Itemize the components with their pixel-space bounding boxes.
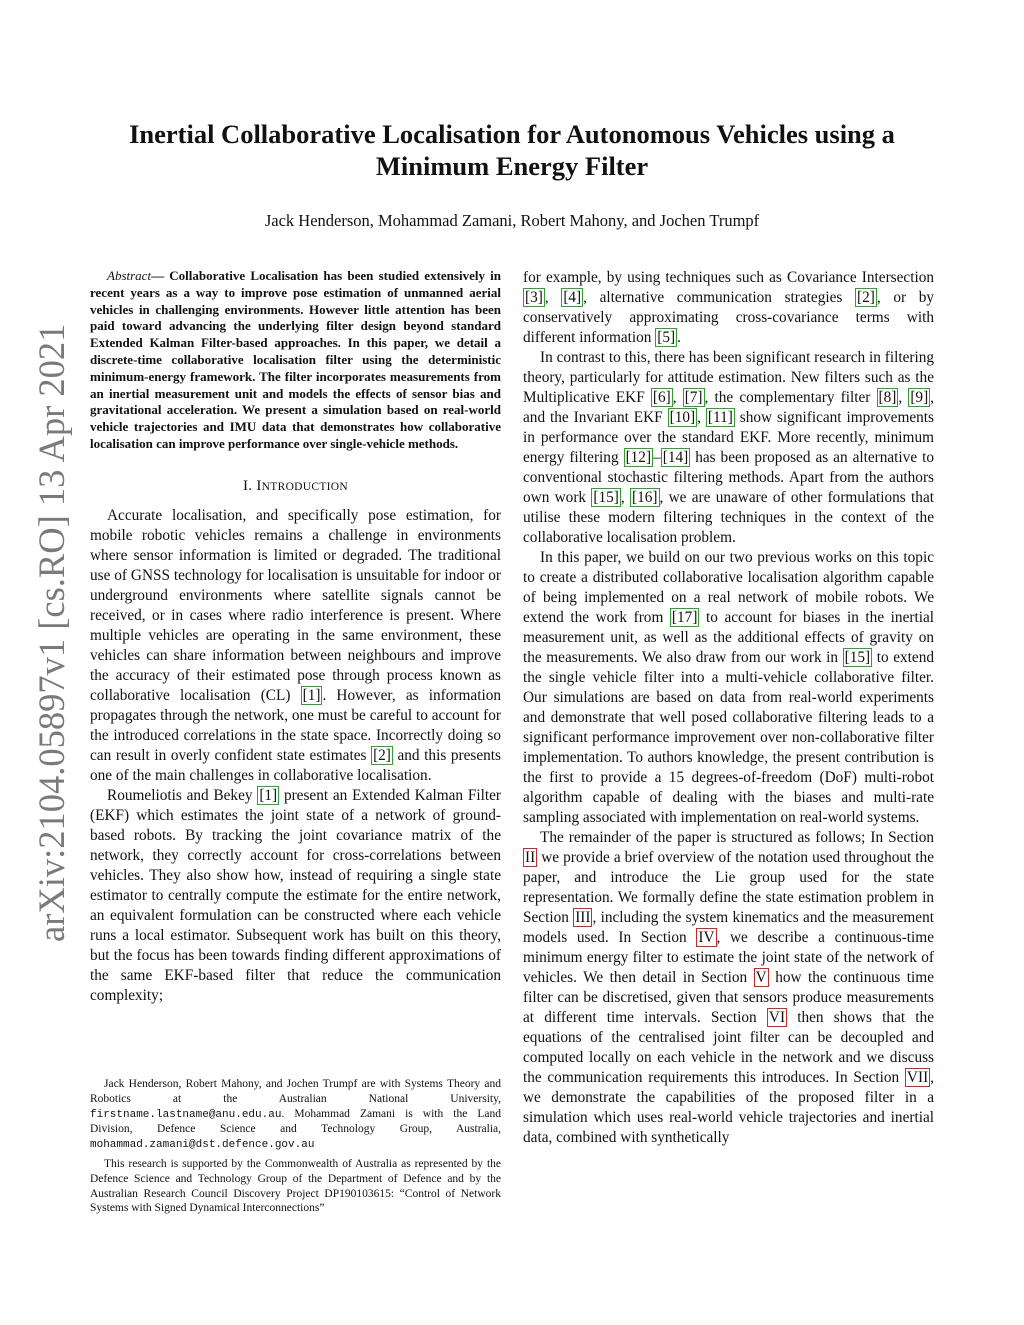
citation-link[interactable]: [1] (259, 786, 278, 804)
citation-link[interactable]: [17] (671, 609, 698, 626)
email-address: firstname.lastname@anu.edu.au (90, 1108, 282, 1121)
citation-link[interactable]: [5] (657, 329, 676, 346)
section-link[interactable]: IV (698, 929, 715, 946)
citation-link[interactable]: [2] (857, 289, 875, 306)
section-link[interactable]: VII (906, 1069, 929, 1086)
section-link[interactable]: II (525, 849, 536, 866)
section-link[interactable]: VI (768, 1009, 786, 1026)
abstract (90, 268, 501, 453)
citation-link[interactable]: [4] (563, 289, 582, 306)
left-column (90, 268, 501, 1006)
abstract-dash: — (151, 268, 170, 283)
citation-link[interactable]: [7] (684, 389, 703, 406)
citation-link[interactable]: [16] (632, 489, 658, 506)
intro-paragraph-3: In contrast to this, there has been significant research in filtering theory, particularly for attitude estimation. New filters such as the Multiplicative EKF [6] , [7] , the complementary filter [8] , [9] , and the Invariant EKF [10] , [11] show significant improvements in performance over the standard EKF. More recently, minimum energy filtering [12] – [14] has been proposed as an alternative to conventional stochastic filtering methods. Apart from the authors own work [15] , [16] , we are unaware of other formulations that utilise these modern filtering techniques in the context of the collaborative localisation problem. (523, 349, 934, 546)
citation-link[interactable]: [8] (878, 389, 897, 406)
author-list: Jack Henderson, Mohammad Zamani, Robert Mahony, and Jochen Trumpf (264, 211, 760, 230)
citation-link[interactable]: [12] (625, 449, 652, 466)
intro-paragraph-4: In this paper, we build on our two previous works on this topic to create a distributed collaborative localisation algorithm capable of being implemented on a real network of mobile robots. We extend the work from [17] to account for biases in the inertial measurement unit, as well as the additional effects of gravity on the measurements. We also draw from our work in [15] to extend the single vehicle filter into a multi-vehicle collaborative filter. Our simulations are based on data from real-world experiments and demonstrate that well posed collaborative filtering leads to a significant performance improvement over non-collaborative filter implementation. To authors knowledge, the present contribution is the first to provide a 15 degrees-of-freedom (DoF) multi-robot algorithm capable of dealing with the biases and multi-rate sampling associated with implementation on real-world systems. (523, 549, 935, 826)
citation-link[interactable]: [15] (593, 489, 619, 506)
abstract-text: Collaborative Localisation has been studied extensively in recent years as a way to improve pose estimation of unmanned aerial vehicles in challenging environments. However little attention has been paid toward advancing the underlying filter design beyond standard Extended Kalman Filter-based approaches. In this paper, we detail a discrete-time collaborative localisation filter using the deterministic minimum-energy framework. The filter incorporates measurements from an inertial measurement unit and models the effects of sensor bias and gravitational acceleration. We present a simulation based on real-world vehicle trajectories and IMU data that demonstrates how collaborative localisation can improve performance over single-vehicle methods. (90, 268, 502, 451)
right-column (523, 268, 934, 1148)
paper-title: Inertial Collaborative Localisation for Autonomous Vehicles using a Minimum Energy Filter (129, 119, 895, 181)
footnotes (90, 1077, 501, 1216)
citation-link[interactable]: [3] (525, 289, 543, 306)
citation-link[interactable]: [6] (652, 389, 671, 406)
abstract-label: Abstract (107, 268, 152, 283)
intro-paragraph-2: Roumeliotis and Bekey [1] present an Extended Kalman Filter (EKF) which estimates the joint state of a network of ground-based robots. By tracking the joint covariance matrix of the network, they correctly account for cross-correlations between vehicles. They also show how, instead of requiring a single state estimator to centrally compute the estimate for the entire network, an equivalent formulation can be constructed where each vehicle runs a local estimator. Subsequent work has built on this theory, but the focus has been towards finding different approximations of the same EKF-based filter that reduce the communication complexity; (90, 786, 502, 1004)
citation-link[interactable]: [11] (707, 409, 733, 426)
intro-paragraph-1: Accurate localisation, and specifically pose estimation, for mobile robotic vehicles remains a challenge in environments where sensor information is limited or degraded. The traditional use of GNSS technology for localisation is unsuitable for indoor or underground environments where satellite signals cannot be received, or in cases where radio interference is present. Where multiple vehicles are operating in the same environment, these vehicles can share information between neighbours and improve the accuracy of their estimated pose through process known as collaborative localisation (CL) [1] . However, as information propagates through the network, one must be careful to account for the introduced correlations in the state space. Incorrectly doing so can result in overly confident state estimates [2] and this presents one of the main challenges in collaborative localisation. (90, 506, 501, 784)
citation-link[interactable]: [10] (669, 409, 696, 426)
citation-link[interactable]: [15] (844, 649, 871, 666)
citation-link[interactable]: [9] (910, 389, 929, 406)
intro-paragraph-2-continued: for example, by using techniques such as Covariance Intersection [3] , [4] , alternative communication strategies [2] , or by conservatively approximating cross-covariance terms with different information [5] . (523, 269, 934, 346)
citation-link[interactable]: [14] (662, 449, 689, 466)
footnote-affiliations: Jack Henderson, Robert Mahony, and Jochen Trumpf are with Systems Theory and Robotics at the Australian National University, firstname.lastname@anu.edu.au. Mohammad Zamani is with the Land Division, Defence Science and Technology Group, Australia, mohammad.zamani@dst.defence.gov.au (90, 1078, 501, 1152)
section-link[interactable]: V (755, 969, 767, 986)
footnote-funding: This research is supported by the Commonwealth of Australia as represented by the Defence Science and Technology Group of the Department of Defence and by the Australian Research Council Discovery Project DP190103615: “Control of Network Systems with Signed Dynamical Interconnections” (90, 1157, 501, 1215)
email-address: mohammad.zamani@dst.defence.gov.au (90, 1139, 315, 1152)
section-link[interactable]: III (575, 909, 591, 926)
arxiv-identifier: arXiv:2104.05897v1 [cs.RO] 13 Apr 2021 (31, 323, 72, 942)
section-heading-introduction: I. INTRODUCTION (242, 477, 349, 494)
intro-paragraph-5: The remainder of the paper is structured as follows; In Section II we provide a brief overview of the notation used throughout the paper, and introduce the Lie group used for the state representation. We formally define the state estimation problem in Section III , including the system kinematics and the measurement models used. In Section IV , we describe a continuous-time minimum energy filter to estimate the joint state of the network of vehicles. We then detail in Section V how the continuous time filter can be discretised, given that sensors produce measurements at different time intervals. Section VI then shows that the equations of the centralised joint filter can be decoupled and computed locally on each vehicle in the network and we discuss the communication requirements this introduces. In Section VII , we demonstrate the capabilities of the proposed filter in a simulation which uses real-world vehicle trajectories and inertial data, combined with synthetically (523, 829, 934, 1146)
citation-link[interactable]: [1] (302, 686, 321, 704)
citation-link[interactable]: [2] (373, 746, 391, 764)
